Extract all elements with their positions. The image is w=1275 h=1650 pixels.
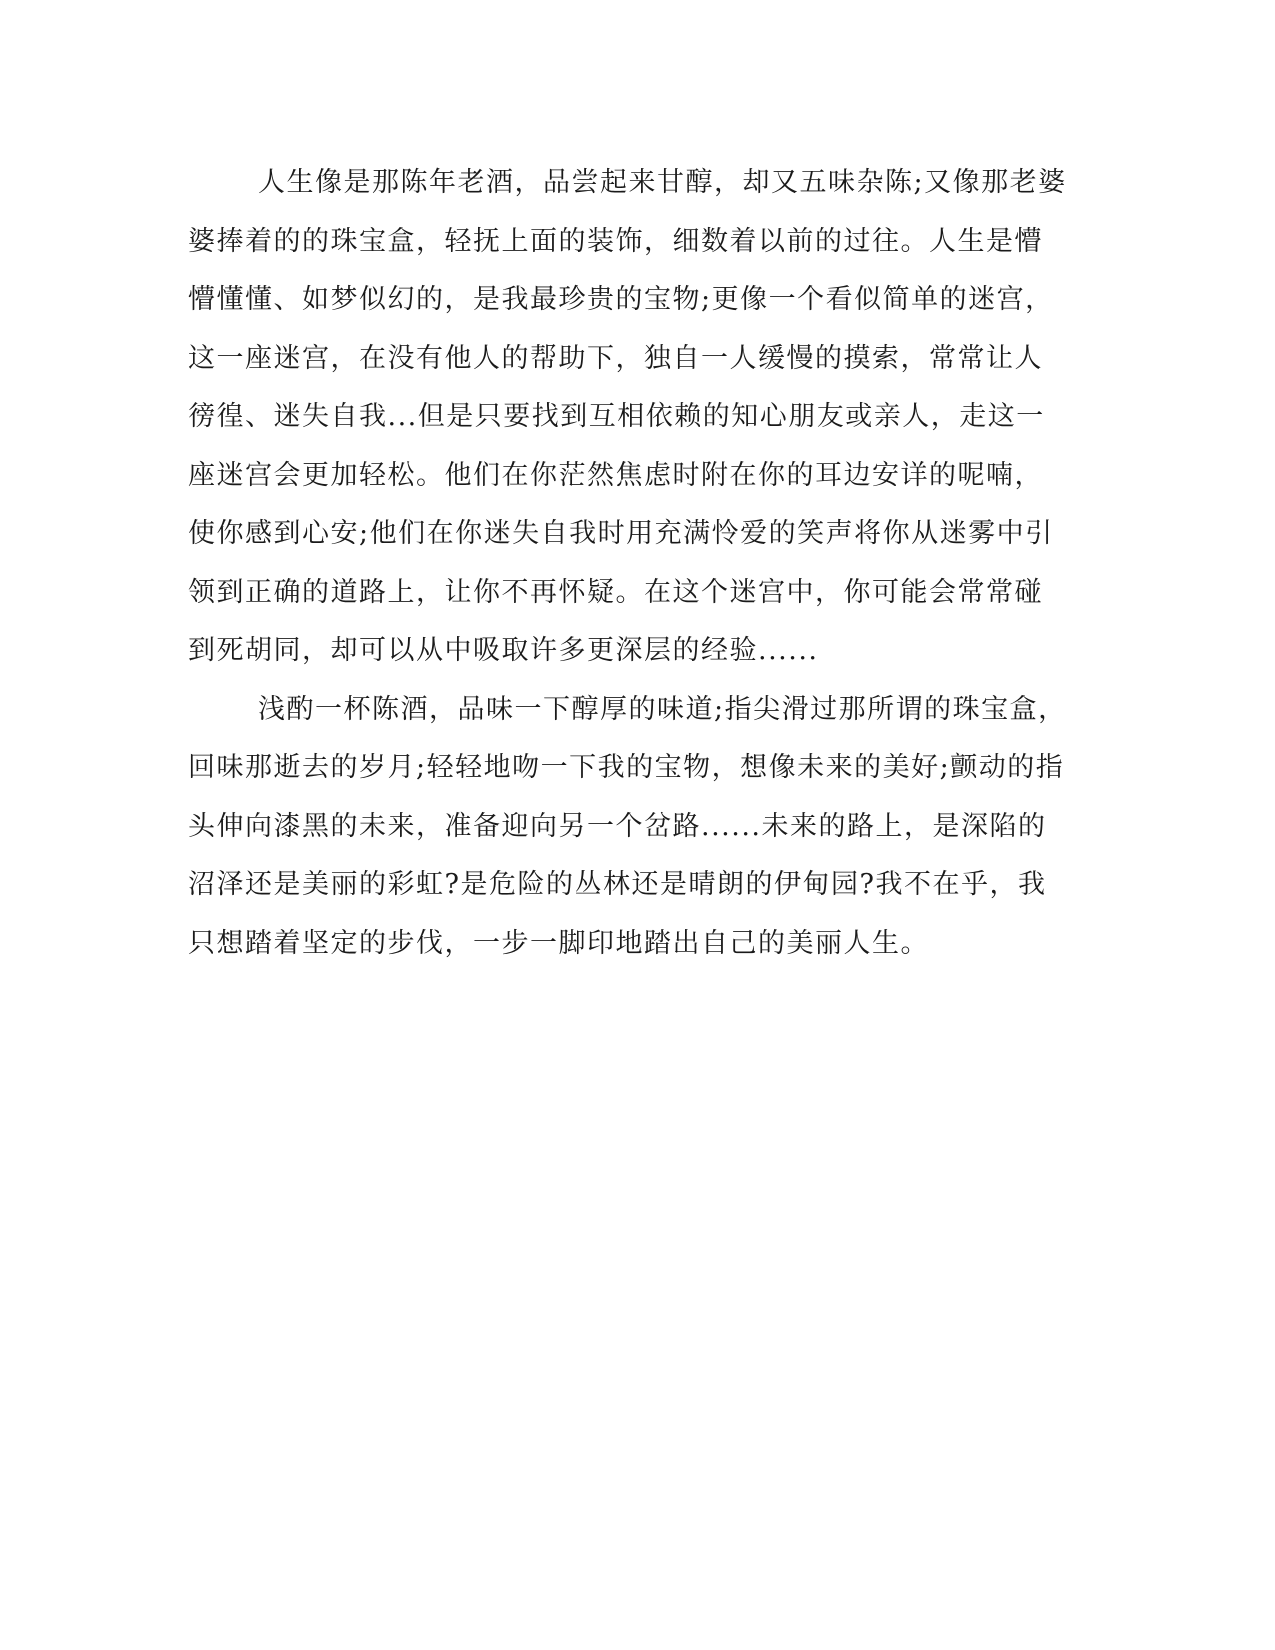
paragraph-2 xyxy=(188,687,1068,967)
paragraph-line: 浅酌一杯陈酒，品味一下醇厚的味道;指尖滑过那所谓的珠宝盒， xyxy=(258,693,1067,725)
paragraph-line: 座迷宫会更加轻松。他们在你茫然焦虑时附在你的耳边安详的呢喃， xyxy=(188,459,1043,491)
paragraph-line: 使你感到心安;他们在你迷失自我时用充满怜爱的笑声将你从迷雾中引 xyxy=(188,518,1054,549)
paragraph-line: 人生像是那陈年老酒，品尝起来甘醇，却又五味杂陈;又像那老婆 xyxy=(258,167,1067,198)
paragraph-1 xyxy=(188,160,1068,674)
paragraph-line: 头伸向漆黑的未来，准备迎向另一个岔路......未来的路上，是深陷的 xyxy=(188,810,1047,842)
paragraph-line: 到死胡同，却可以从中吸取许多更深层的经验...... xyxy=(188,635,819,666)
paragraph-line: 只想踏着坚定的步伐，一步一脚印地踏出自己的美丽人生。 xyxy=(188,927,929,959)
paragraph-line: 婆捧着的的珠宝盒，轻抚上面的装饰，细数着以前的过往。人生是懵 xyxy=(188,225,1043,257)
paragraph-line: 这一座迷宫，在没有他人的帮助下，独自一人缓慢的摸索，常常让人 xyxy=(188,342,1043,374)
paragraph-line: 徬徨、迷失自我...但是只要找到互相依赖的知心朋友或亲人，走这一 xyxy=(188,401,1045,432)
paragraph-line: 沼泽还是美丽的彩虹?是危险的丛林还是晴朗的伊甸园?我不在乎，我 xyxy=(188,869,1047,900)
paragraph-line: 回味那逝去的岁月;轻轻地吻一下我的宝物，想像未来的美好;颤动的指 xyxy=(188,752,1065,783)
paragraph-line: 懵懂懂、如梦似幻的，是我最珍贵的宝物;更像一个看似简单的迷宫， xyxy=(188,284,1054,315)
document-body xyxy=(188,160,1068,979)
paragraph-line: 领到正确的道路上，让你不再怀疑。在这个迷宫中，你可能会常常碰 xyxy=(188,576,1043,608)
